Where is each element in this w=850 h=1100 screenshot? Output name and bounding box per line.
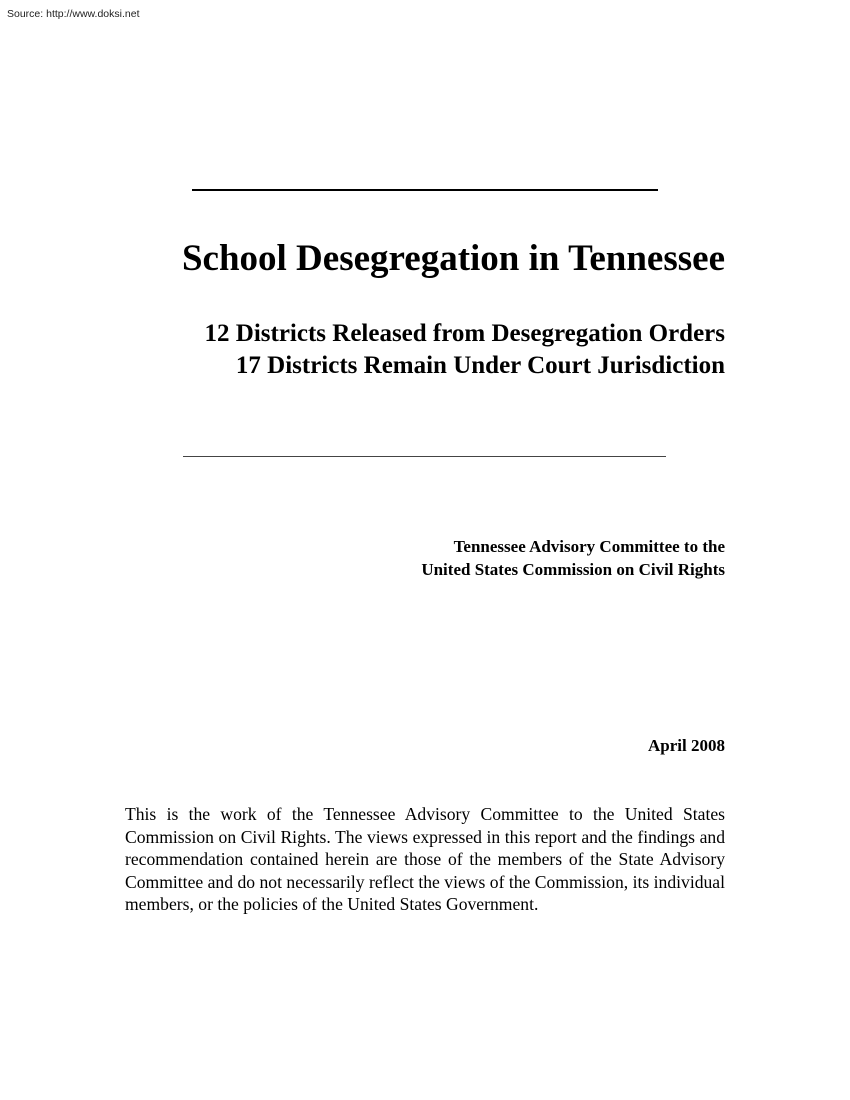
source-url-label: Source: http://www.doksi.net — [7, 8, 140, 20]
committee-line-1: Tennessee Advisory Committee to the — [453, 537, 725, 556]
subtitle-line-2: 17 Districts Remain Under Court Jurisdiction — [235, 352, 725, 379]
disclaimer-paragraph: This is the work of the Tennessee Advisory Committee to the United States Commission on Civil Rights. The views expressed in this report and the findings and recommendation contained herein are those of the members of the State Advisory Committee and do not necessarily reflect the views of the Commission, its individual members, or the policies of the United States Government. — [125, 804, 725, 915]
subtitle-line-1: 12 Districts Released from Desegregation Orders — [204, 320, 725, 347]
top-divider — [192, 189, 658, 191]
report-title: School Desegregation in Tennessee — [181, 238, 725, 279]
publication-date: April 2008 — [648, 736, 725, 755]
committee-line-2: United States Commission on Civil Rights — [421, 560, 725, 579]
report-subtitle — [100, 318, 725, 382]
committee-attribution — [300, 535, 725, 581]
middle-divider — [183, 456, 666, 457]
